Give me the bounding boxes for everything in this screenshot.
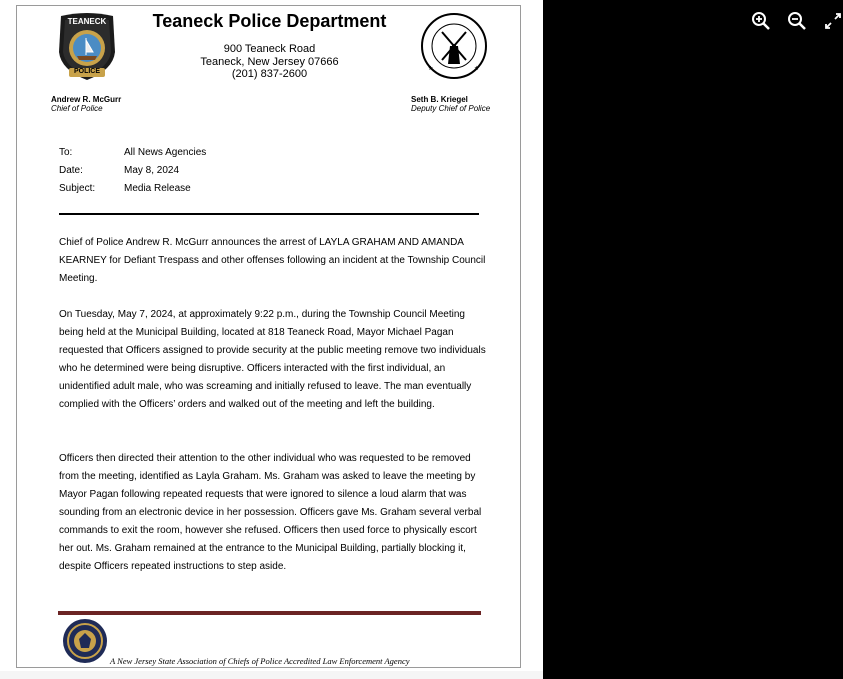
date-label: Date: [59, 165, 83, 176]
zoom-out-icon[interactable] [786, 10, 808, 32]
badge-bottom-text: POLICE [73, 68, 101, 75]
chief-name: Andrew R. McGurr [51, 95, 122, 104]
header-divider [59, 213, 479, 215]
svg-text:★: ★ [474, 66, 480, 72]
date-value: May 8, 2024 [124, 165, 180, 176]
image-viewer-background [543, 0, 843, 679]
zoom-in-icon[interactable] [750, 10, 772, 32]
subject-value: Media Release [124, 183, 191, 194]
deputy-chief-name: Seth B. Kriegel [411, 95, 468, 104]
expand-icon[interactable] [822, 10, 843, 32]
svg-text:★: ★ [428, 66, 434, 72]
phone-number: (201) 837-2600 [231, 68, 308, 80]
to-label: To: [59, 147, 73, 158]
page-shadow [0, 671, 543, 679]
paragraph-3: Officers then directed their attention to the other individual who was requested to be removed from the meeting, identified as Layla Graham. Ms. Graham was asked to leave the meeting by Mayor Pagan following repeated requests that were ignored to silence a loud alarm that was sounding from an electronic device in her possession. Officers gave Ms. Graham several verbal commands to exit the room, however she refused. Officers then used force to physically escort her out. Ms. Graham remained at the entrance to the Municipal Building, partially blocking it, despite Officers repeated instructions to step aside. [59, 453, 482, 572]
accreditation-seal-logo [62, 618, 108, 664]
badge-top-text: TEANECK [67, 17, 107, 26]
address-line-1: 900 Teaneck Road [223, 43, 316, 55]
document-page [16, 5, 521, 668]
chief-title: Chief of Police [51, 104, 103, 113]
footer-divider [58, 611, 481, 615]
paragraph-1: Chief of Police Andrew R. McGurr announces the arrest of LAYLA GRAHAM AND AMANDA KEARNEY for Defiant Trespass and other offenses following an incident at the Township Council Meeting. [59, 237, 486, 284]
subject-label: Subject: [59, 183, 96, 194]
accreditation-text: A New Jersey State Association of Chiefs of Police Accredited Law Enforcement Agency [110, 656, 410, 666]
paragraph-2: On Tuesday, May 7, 2024, at approximately 9:22 p.m., during the Township Council Meeting being held at the Municipal Building, located at 818 Teaneck Road, Mayor Michael Pagan requested that Officers assigned to provide security at the public meeting remove two individuals who he determined were being disruptive. Officers interacted with the first individual, an unidentified adult male, who was screaming and initially refused to leave. The man eventually complied with the Officers’ orders and walked out of the meeting and left the building. [59, 309, 486, 410]
deputy-chief-title: Deputy Chief of Police [411, 104, 491, 113]
address-line-2: Teaneck, New Jersey 07666 [200, 56, 339, 68]
to-value: All News Agencies [124, 147, 207, 158]
department-title: Teaneck Police Department [152, 11, 387, 31]
